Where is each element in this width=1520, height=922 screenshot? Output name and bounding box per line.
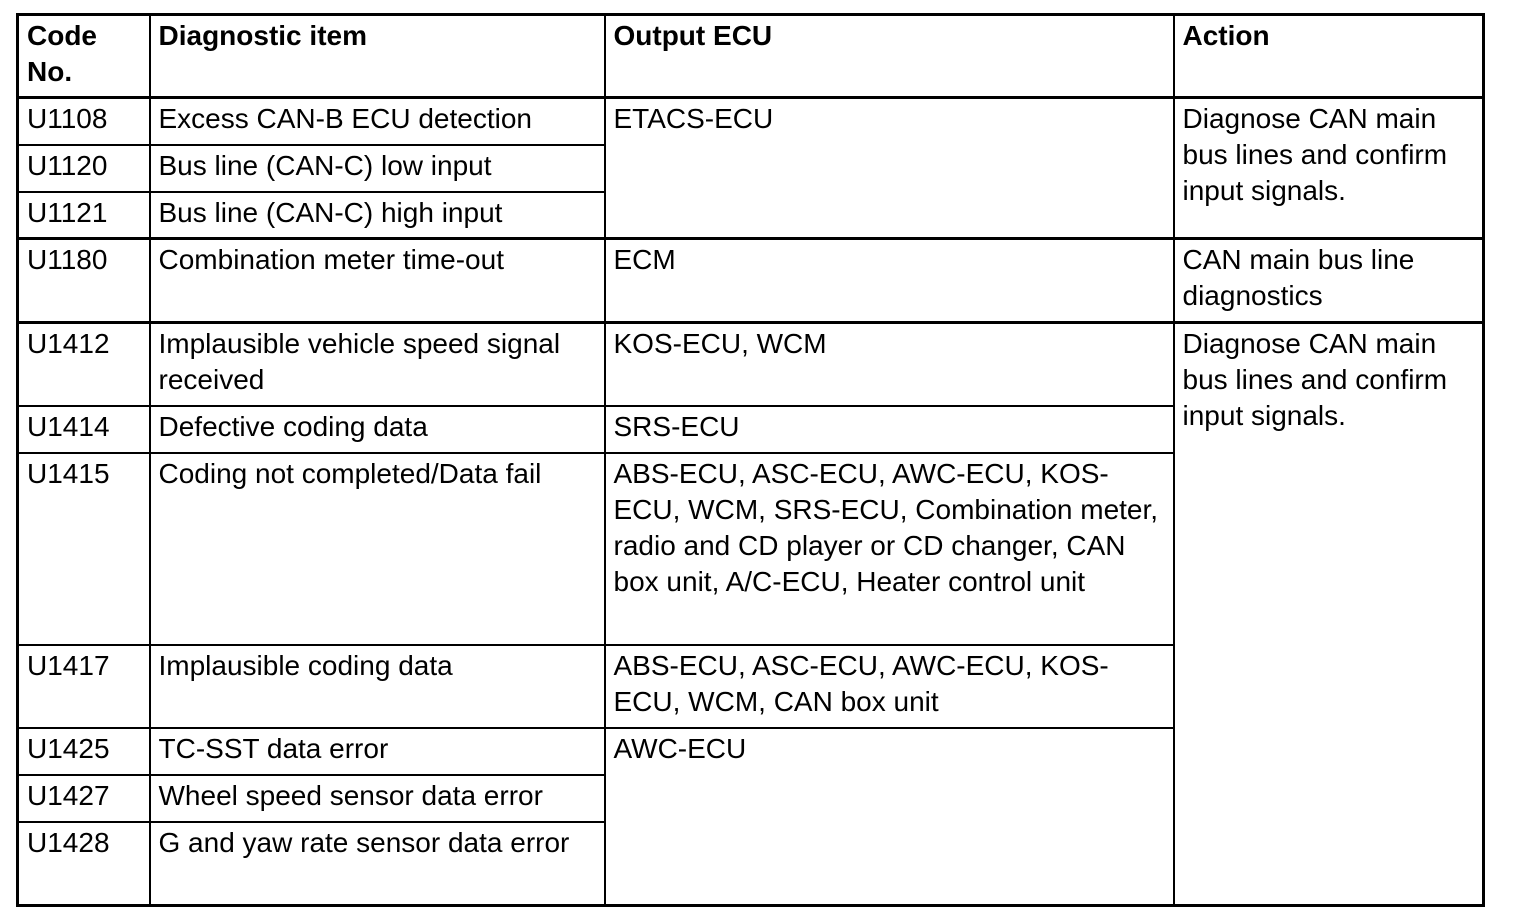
table-header-row (18, 15, 1484, 98)
diagnostic-item-cell: Defective coding data (150, 406, 605, 453)
code-cell: U1425 (18, 728, 150, 775)
diagnostic-item-cell: G and yaw rate sensor data error (150, 822, 605, 906)
action-cell: Diagnose CAN main bus lines and confirm input signals. (1174, 98, 1484, 239)
code-cell: U1414 (18, 406, 150, 453)
diagnostic-item-cell: Implausible coding data (150, 645, 605, 728)
diagnostic-item-cell: Bus line (CAN-C) high input (150, 192, 605, 239)
diagnostic-item-cell: Combination meter time-out (150, 239, 605, 323)
code-cell: U1121 (18, 192, 150, 239)
header-action: Action (1174, 15, 1484, 98)
output-ecu-cell: SRS-ECU (605, 406, 1174, 453)
table-row (18, 323, 1484, 406)
output-ecu-cell: ABS-ECU, ASC-ECU, AWC-ECU, KOS-ECU, WCM, SRS-ECU, Combination meter, radio and CD player or CD changer, CAN box unit, A/C-ECU, Heater control unit (605, 453, 1174, 645)
diagnostic-item-cell: Bus line (CAN-C) low input (150, 145, 605, 192)
output-ecu-cell: ECM (605, 239, 1174, 323)
header-output-ecu: Output ECU (605, 15, 1174, 98)
output-ecu-cell: AWC-ECU (605, 728, 1174, 906)
code-cell: U1427 (18, 775, 150, 822)
action-cell: CAN main bus line diagnostics (1174, 239, 1484, 323)
action-cell: Diagnose CAN main bus lines and confirm input signals. (1174, 323, 1484, 906)
output-ecu-cell: KOS-ECU, WCM (605, 323, 1174, 406)
output-ecu-cell: ETACS-ECU (605, 98, 1174, 239)
code-cell: U1108 (18, 98, 150, 145)
code-cell: U1180 (18, 239, 150, 323)
code-cell: U1428 (18, 822, 150, 906)
table-row (18, 98, 1484, 145)
code-cell: U1120 (18, 145, 150, 192)
header-diagnostic-item: Diagnostic item (150, 15, 605, 98)
table-row (18, 239, 1484, 323)
diagnostic-item-cell: Coding not completed/Data fail (150, 453, 605, 645)
code-cell: U1417 (18, 645, 150, 728)
code-cell: U1415 (18, 453, 150, 645)
output-ecu-cell: ABS-ECU, ASC-ECU, AWC-ECU, KOS-ECU, WCM, CAN box unit (605, 645, 1174, 728)
diagnostic-item-cell: Excess CAN-B ECU detection (150, 98, 605, 145)
diagnostic-code-table (16, 13, 1485, 907)
code-cell: U1412 (18, 323, 150, 406)
diagnostic-item-cell: TC-SST data error (150, 728, 605, 775)
diagnostic-item-cell: Implausible vehicle speed signal received (150, 323, 605, 406)
diagnostic-item-cell: Wheel speed sensor data error (150, 775, 605, 822)
header-code-no: Code No. (18, 15, 150, 98)
